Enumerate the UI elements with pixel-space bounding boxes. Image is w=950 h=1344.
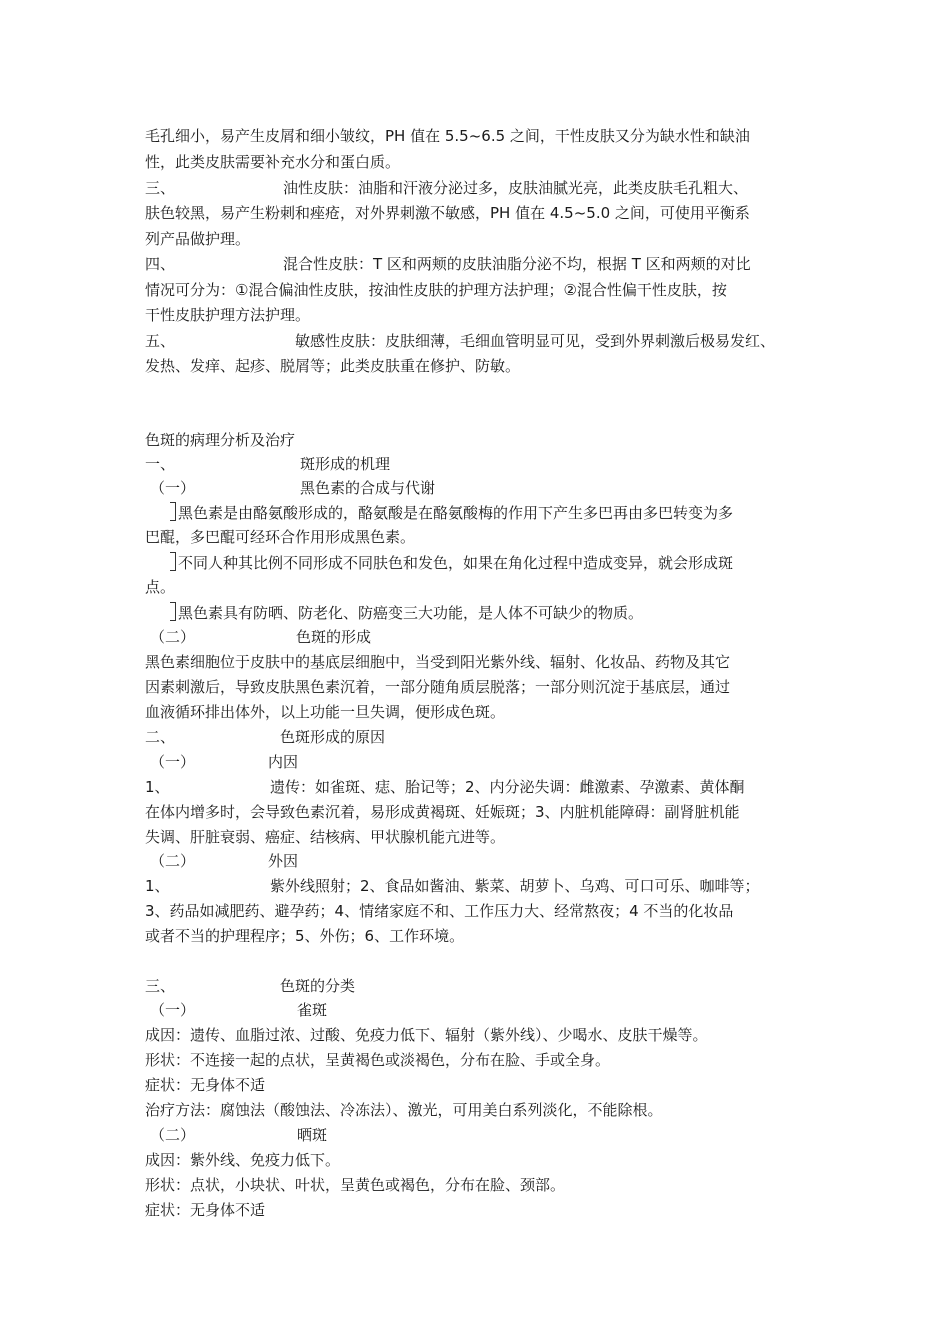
sensitive-skin-number: 五、: [145, 332, 176, 350]
bullet-1-line-2: 巴醌，多巴醌可经环合作用形成黑色素。: [145, 528, 416, 546]
dry-skin-text-line-1: 毛孔细小，易产生皮屑和细小皱纹，PH 值在 5.5~6.5 之间，干性皮肤又分为缺水性和缺油: [145, 127, 750, 145]
bullet-marker-icon: [170, 552, 176, 571]
external-text-line-3: 或者不当的护理程序；5、外伤；6、工作环境。: [145, 927, 465, 945]
freckles-symptom: 症状：无身体不适: [145, 1076, 266, 1094]
heading-causes: [145, 727, 385, 747]
subheading-external: [150, 851, 298, 871]
external-text-line-2: 3、药品如减肥药、避孕药；4、情绪家庭不和、工作压力大、经常熬夜；4 不当的化妆品: [145, 902, 734, 920]
subheading-freckles: [150, 1000, 327, 1020]
subheading-melanin-synthesis-number: （一）: [150, 479, 196, 497]
formation-text-line-1: 黑色素细胞位于皮肤中的基底层细胞中，当受到阳光紫外线、辐射、化妆品、药物及其它: [145, 653, 731, 671]
dry-skin-text-line-2: 性，此类皮肤需要补充水分和蛋白质。: [145, 153, 401, 171]
combo-skin-number: 四、: [145, 255, 176, 273]
heading-causes-number: 二、: [145, 728, 176, 746]
internal-text: 遗传：如雀斑、痣、胎记等；2、内分泌失调：雌激素、孕激素、黄体酮: [270, 778, 745, 796]
combo-skin-heading: [145, 254, 751, 274]
bullet-1-text: 黑色素是由酪氨酸形成的，酪氨酸是在酪氨酸梅的作用下产生多巴再由多巴转变为多: [178, 504, 734, 522]
freckles-cause: 成因：遗传、血脂过浓、过酸、免疫力低下、辐射（紫外线）、少喝水、皮肤干燥等。: [145, 1026, 708, 1044]
combo-skin-text-line-2: 情况可分为：①混合偏油性皮肤，按油性皮肤的护理方法护理；②混合性偏干性皮肤，按: [145, 281, 727, 299]
external-text-line-1: [145, 876, 760, 896]
subheading-external-number: （二）: [150, 852, 196, 870]
bullet-2-line-1: [170, 552, 733, 573]
combo-skin-text-line-1: 混合性皮肤：T 区和两颊的皮肤油脂分泌不均，根据 T 区和两颊的对比: [283, 255, 751, 273]
subheading-melanin-synthesis-title: 黑色素的合成与代谢: [300, 479, 436, 497]
subheading-spot-formation-title: 色斑的形成: [296, 628, 372, 646]
bullet-1-line-1: [170, 502, 733, 523]
heading-mechanism: [145, 454, 390, 474]
internal-text-line-1: [145, 777, 745, 797]
subheading-spot-formation: [150, 627, 371, 647]
subheading-freckles-number: （一）: [150, 1001, 196, 1019]
bullet-2-line-2: 点。: [145, 578, 176, 596]
heading-mechanism-title: 斑形成的机理: [300, 455, 391, 473]
subheading-internal-title: 内因: [268, 753, 299, 771]
oily-skin-text-line-2: 肤色较黑，易产生粉刺和痤疮，对外界刺激不敏感，PH 值在 4.5~5.0 之间，可使用平衡系: [145, 204, 750, 222]
heading-mechanism-number: 一、: [145, 455, 176, 473]
bullet-marker-icon: [170, 502, 176, 521]
external-number: 1、: [145, 877, 170, 895]
heading-causes-title: 色斑形成的原因: [280, 728, 386, 746]
heading-classification: [145, 976, 355, 996]
bullet-2-text: 不同人种其比例不同形成不同肤色和发色，如果在角化过程中造成变异，就会形成斑: [178, 554, 734, 572]
internal-text-line-2: 在体内增多时，会导致色素沉着，易形成黄褐斑、妊娠斑；3、内脏机能障碍：副肾脏机能: [145, 803, 740, 821]
freckles-shape: 形状：不连接一起的点状，呈黄褐色或淡褐色，分布在脸、手或全身。: [145, 1051, 611, 1069]
oily-skin-number: 三、: [145, 179, 176, 197]
subheading-sunspots: [150, 1125, 327, 1145]
sunspots-symptom: 症状：无身体不适: [145, 1201, 266, 1219]
section-title: 色斑的病理分析及治疗: [145, 431, 296, 449]
subheading-freckles-title: 雀斑: [297, 1001, 328, 1019]
sensitive-skin-text-line-2: 发热、发痒、起疹、脱屑等；此类皮肤重在修护、防敏。: [145, 357, 521, 375]
combo-skin-text-line-3: 干性皮肤护理方法护理。: [145, 306, 311, 324]
sensitive-skin-text-line-1: 敏感性皮肤：皮肤细薄，毛细血管明显可见，受到外界刺激后极易发红、: [295, 332, 776, 350]
bullet-3-line-1: [170, 602, 643, 623]
subheading-external-title: 外因: [268, 852, 299, 870]
sensitive-skin-heading: [145, 331, 775, 351]
oily-skin-heading: [145, 178, 748, 198]
subheading-spot-formation-number: （二）: [150, 628, 196, 646]
subheading-melanin-synthesis: [150, 478, 435, 498]
formation-text-line-3: 血液循环排出体外，以上功能一旦失调，便形成色斑。: [145, 703, 506, 721]
oily-skin-text-line-3: 列产品做护理。: [145, 230, 251, 248]
bullet-marker-icon: [170, 602, 176, 621]
heading-classification-number: 三、: [145, 977, 176, 995]
subheading-sunspots-number: （二）: [150, 1126, 196, 1144]
bullet-3-text: 黑色素具有防晒、防老化、防癌变三大功能，是人体不可缺少的物质。: [178, 604, 644, 622]
heading-classification-title: 色斑的分类: [280, 977, 356, 995]
subheading-internal-number: （一）: [150, 753, 196, 771]
sunspots-shape: 形状：点状，小块状、叶状，呈黄色或褐色，分布在脸、颈部。: [145, 1176, 566, 1194]
internal-number: 1、: [145, 778, 170, 796]
subheading-sunspots-title: 晒斑: [297, 1126, 328, 1144]
internal-text-line-3: 失调、肝脏衰弱、癌症、结核病、甲状腺机能亢进等。: [145, 828, 506, 846]
external-text: 紫外线照射；2、食品如酱油、紫菜、胡萝卜、乌鸡、可口可乐、咖啡等；: [270, 877, 760, 895]
subheading-internal: [150, 752, 298, 772]
freckles-treatment: 治疗方法：腐蚀法（酸蚀法、冷冻法）、激光，可用美白系列淡化，不能除根。: [145, 1101, 663, 1119]
oily-skin-text-line-1: 油性皮肤：油脂和汗液分泌过多，皮肤油腻光亮，此类皮肤毛孔粗大、: [283, 179, 749, 197]
sunspots-cause: 成因：紫外线、免疫力低下。: [145, 1151, 341, 1169]
formation-text-line-2: 因素刺激后，导致皮肤黑色素沉着，一部分随角质层脱落；一部分则沉淀于基底层，通过: [145, 678, 731, 696]
